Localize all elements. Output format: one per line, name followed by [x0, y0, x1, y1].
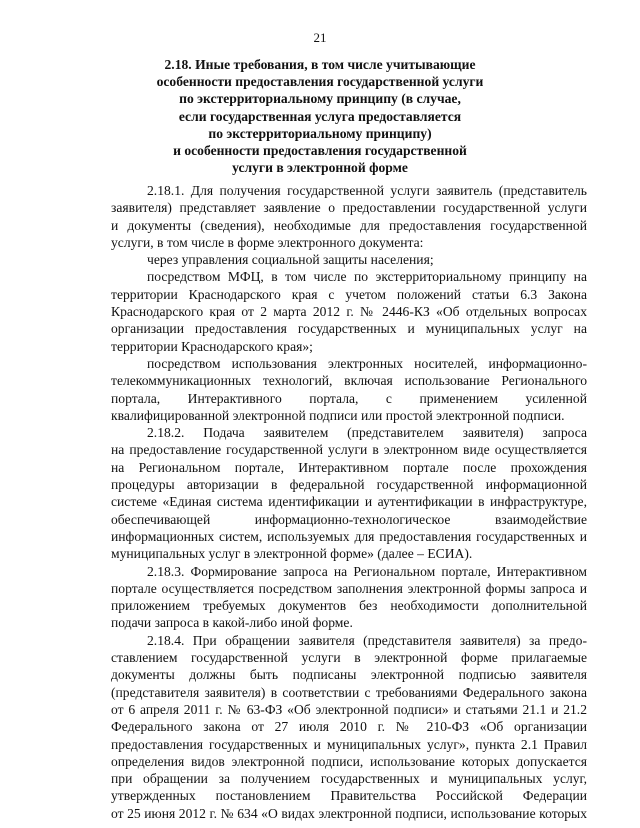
body-line: и документы (сведения), необходимые для предоставления государственной [111, 217, 587, 233]
body-line: 2.18.4. При обращении заявителя (представителя заявителя) за предо- [147, 632, 587, 648]
body-line: (представителя заявителя) в соответствии с требованиями Федерального закона [111, 684, 587, 700]
page-number: 21 [313, 30, 327, 45]
body-line: Краснодарского края от 2 марта 2012 г. № 2446-КЗ «Об отдельных вопросах [111, 304, 587, 320]
body-line: телекоммуникационных технологий, включая использование Регионального [111, 373, 587, 389]
body-line: 2.18.3. Формирование запроса на Региональном портале, Интерактивном [147, 563, 587, 579]
body-line: на Региональном портале, Интерактивном портале после прохождения [111, 459, 587, 475]
body-line: на предоставление государственной услуги в электронном виде осуществляется [111, 442, 587, 458]
body-line: организации предоставления государственных и муниципальных услуг на [111, 321, 587, 337]
body-line: портале осуществляется посредством заполнения электронной формы запроса и [111, 580, 587, 596]
body-line: 2.18.1. Для получения государственной услуги заявитель (представитель [147, 183, 587, 198]
body-line: информационных систем, используемых для предоставления государственных и [111, 528, 587, 544]
heading-line: по экстерриториальному принципу) [208, 125, 432, 141]
heading-line: и особенности предоставления государственной [173, 143, 467, 159]
heading-line: особенности предоставления государственной услуги [156, 74, 484, 90]
body-line: системе «Единая система идентификации и аутентификации в инфраструктуре, [111, 494, 587, 510]
body-line: посредством использования электронных носителей, информационно- [147, 355, 587, 371]
body-line: процедуры авторизации в федеральной государственной информационной [111, 477, 587, 493]
body-line: утвержденных постановлением Правительства Российской Федерации [111, 788, 587, 804]
body-line: обеспечивающей информационно-технологическое взаимодействие [111, 511, 587, 527]
body-line: определения видов электронной подписи, использование которых допускается [111, 753, 587, 769]
body-line: от 25 июня 2012 г. № 634 «О видах электронной подписи, использование которых [111, 805, 587, 821]
body-line: услуги, в том числе в форме электронного документа: [111, 234, 424, 250]
body-line: заявителя) представляет заявление о предоставлении государственной услуги [111, 200, 587, 216]
heading-line: 2.18. Иные требования, в том числе учитывающие [164, 57, 476, 72]
body-line: предоставления государственных и муниципальных услуг», пункта 2.1 Правил [111, 736, 587, 752]
body-line: через управления социальной защиты населения; [147, 252, 434, 268]
body-line: от 6 апреля 2011 г. № 63-ФЗ «Об электронной подписи» и статьями 21.1 и 21.2 [111, 701, 587, 717]
body-line: при обращении за получением государственных и муниципальных услуг, [111, 771, 587, 787]
body-line: посредством МФЦ, в том числе по экстерриториальному принципу на [147, 269, 587, 285]
body-line: территории Краснодарского края»; [111, 338, 313, 354]
body-line: 2.18.2. Подача заявителем (представителем заявителя) запроса [147, 425, 587, 441]
heading-line: услуги в электронной форме [232, 160, 408, 176]
heading-line: если государственная услуга предоставляется [178, 108, 462, 124]
body-line: портала, Интерактивного портала, с применением усиленной [111, 390, 587, 406]
body-text [111, 182, 587, 822]
body-line: приложением требуемых документов без необходимости дополнительной [111, 598, 587, 614]
body-line: ставлением государственной услуги в электронной форме прилагаемые [111, 650, 587, 666]
section-heading [110, 56, 530, 176]
body-line: Федерального закона от 27 июля 2010 г. № 210-ФЗ «Об организации [111, 719, 587, 735]
body-line: территории Краснодарского края с учетом положений статьи 6.3 Закона [111, 286, 587, 302]
body-line: квалифицированной электронной подписи или простой электронной подписи. [111, 407, 565, 423]
body-line: муниципальных услуг в электронной форме» (далее – ЕСИА). [111, 546, 473, 562]
heading-line: по экстерриториальному принципу (в случае, [179, 91, 461, 107]
body-line: подачи запроса в какой-либо иной форме. [111, 615, 353, 631]
body-line: документы должны быть подписаны электронной подписью заявителя [111, 667, 587, 683]
